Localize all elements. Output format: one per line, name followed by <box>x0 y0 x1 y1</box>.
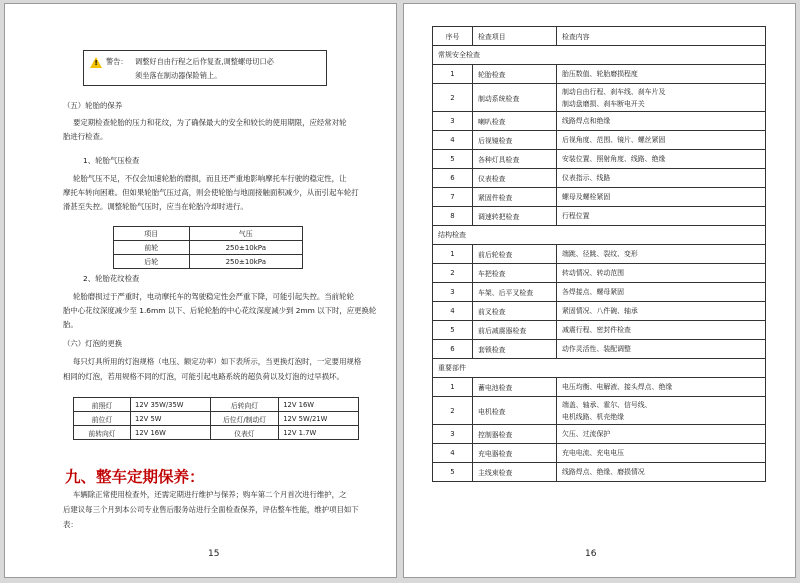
row-number: 2 <box>433 397 473 425</box>
section-row <box>433 359 766 378</box>
content-line: 电压均衡、电解液、接头焊点、绝缘 <box>562 383 673 391</box>
table-row <box>433 264 766 283</box>
left-page <box>4 3 397 578</box>
bulb-spec-table <box>73 397 359 440</box>
content-line: 线路焊点和绝缘 <box>562 117 611 125</box>
table-row <box>433 207 766 226</box>
table-header-row <box>433 27 766 46</box>
row-content <box>557 84 766 112</box>
row-number: 5 <box>433 321 473 340</box>
table-cell: 250±10kPa <box>189 241 302 255</box>
content-line: 端盖、轴承、霍尔、信号线、 <box>562 400 652 409</box>
content-line: 充电电流、充电电压 <box>562 449 625 457</box>
row-content <box>557 207 766 226</box>
table-cell: 250±10kPa <box>189 255 302 269</box>
table-cell: 12V 1.7W <box>279 426 359 440</box>
bulb-line2: 相同的灯泡，若用规格不同的灯泡，可能引起电路系统的超负荷以及灯泡的过早损坏。 <box>63 372 344 381</box>
table-row <box>74 426 359 440</box>
row-number: 2 <box>433 84 473 112</box>
row-number: 5 <box>433 463 473 482</box>
content-line: 转动情况、转动范围 <box>562 269 625 277</box>
row-item: 喇叭检查 <box>473 112 557 131</box>
section-title: 重要部件 <box>433 359 766 378</box>
content-line: 制动盘磨损、刹车断电开关 <box>562 99 645 108</box>
section-row <box>433 46 766 65</box>
row-item: 前后减震器检查 <box>473 321 557 340</box>
table-row <box>433 84 766 112</box>
table-cell: 气压 <box>189 227 302 241</box>
row-item: 车架、后平叉检查 <box>473 283 557 302</box>
table-row <box>433 131 766 150</box>
table-cell: 前轮 <box>114 241 190 255</box>
tread-heading: 2、轮胎花纹检查 <box>83 274 140 283</box>
chapter-line2: 后建议每三个月到本公司专业售后服务站进行全面检查保养，评估整车性能，维护项目如下 <box>63 505 359 514</box>
section-title: 结构检查 <box>433 226 766 245</box>
content-line: 电机线路、机壳绝缘 <box>562 412 625 421</box>
table-row <box>114 241 303 255</box>
table-cell: 前转向灯 <box>74 426 131 440</box>
row-number: 2 <box>433 264 473 283</box>
table-cell: 项目 <box>114 227 190 241</box>
row-number: 1 <box>433 378 473 397</box>
warning-triangle-icon: ! <box>90 57 102 68</box>
table-cell: 仪表灯 <box>210 426 278 440</box>
content-line: 制动自由行程、刹车线、刹车片及 <box>562 87 666 96</box>
table-cell: 后转向灯 <box>210 398 278 412</box>
row-item: 前后轮检查 <box>473 245 557 264</box>
page-number: 16 <box>585 549 597 559</box>
content-line: 仪表指示、线路 <box>562 174 611 182</box>
content-line: 行程位置 <box>562 212 590 220</box>
right-page <box>403 3 796 578</box>
row-content <box>557 264 766 283</box>
row-item: 后视镜检查 <box>473 131 557 150</box>
row-item: 蓄电池检查 <box>473 378 557 397</box>
tread-line3: 胎。 <box>63 320 78 329</box>
table-row <box>433 444 766 463</box>
table-cell: 12V 35W/35W <box>131 398 211 412</box>
warning-text-line1: 调整好自由行程之后作复查,调整螺母切口必 <box>135 57 274 66</box>
content-line: 安装位置、照射角度、线路、绝缘 <box>562 155 666 163</box>
section-row <box>433 226 766 245</box>
pressure-line2: 摩托车转向困难。但如果轮胎气压过高，则会使轮胎与地面接触面积减少，从而引起车轮打 <box>63 188 359 197</box>
content-line: 减震行程、密封件检查 <box>562 326 631 334</box>
row-content <box>557 245 766 264</box>
row-item: 车把检查 <box>473 264 557 283</box>
row-number: 6 <box>433 169 473 188</box>
bulb-line1: 每只灯具所用的灯泡规格（电压、额定功率）如下表所示，当更换灯泡时，一定要用规格 <box>73 357 362 366</box>
row-number: 1 <box>433 65 473 84</box>
row-item: 紧固件检查 <box>473 188 557 207</box>
table-row <box>114 255 303 269</box>
table-row <box>433 169 766 188</box>
warning-box <box>83 50 327 86</box>
table-row <box>433 425 766 444</box>
warning-text-line2: 须坐落在制动器保险销上。 <box>135 71 222 80</box>
chapter-line3: 表： <box>63 520 78 529</box>
tread-line1: 轮胎磨损过于严重时，电动摩托车的驾驶稳定性会严重下降，可能引起失控。当前轮轮 <box>73 292 354 301</box>
content-line: 欠压、过流保护 <box>562 430 611 438</box>
row-content <box>557 302 766 321</box>
table-row <box>433 283 766 302</box>
row-content <box>557 321 766 340</box>
row-content <box>557 340 766 359</box>
row-item: 轮胎检查 <box>473 65 557 84</box>
table-row <box>433 378 766 397</box>
row-number: 4 <box>433 444 473 463</box>
warning-label: 警告： <box>106 57 128 66</box>
tire-pressure-table <box>113 226 303 269</box>
row-content <box>557 65 766 84</box>
table-row <box>433 397 766 425</box>
table-cell: 后位灯/制动灯 <box>210 412 278 426</box>
header-content: 检查内容 <box>557 27 766 46</box>
table-row <box>433 150 766 169</box>
table-row <box>433 321 766 340</box>
table-row <box>433 188 766 207</box>
content-line: 后视角度、范围、镜片、螺丝紧固 <box>562 136 666 144</box>
row-content <box>557 169 766 188</box>
table-row <box>433 340 766 359</box>
row-content <box>557 283 766 302</box>
row-item: 制动系统检查 <box>473 84 557 112</box>
row-content <box>557 112 766 131</box>
table-cell: 12V 5W <box>131 412 211 426</box>
table-cell: 12V 5W/21W <box>279 412 359 426</box>
tire-intro-line2: 胎进行检查。 <box>63 132 108 141</box>
content-line: 紧固情况、八件碗、轴承 <box>562 307 638 315</box>
table-cell: 12V 16W <box>279 398 359 412</box>
row-number: 3 <box>433 112 473 131</box>
row-item: 调速转把检查 <box>473 207 557 226</box>
page-number: 15 <box>208 549 220 559</box>
pressure-line1: 轮胎气压不足，不仅会加速轮胎的磨损，而且还严重地影响摩托车行驶的稳定性，让 <box>73 174 347 183</box>
table-cell: 前位灯 <box>74 412 131 426</box>
content-line: 螺母及螺栓紧固 <box>562 193 611 201</box>
content-line: 线路焊点、绝缘、磨损情况 <box>562 468 645 476</box>
tread-line2: 胎中心花纹深度减少至 1.6mm 以下、后轮轮胎的中心花纹深度减少到 2mm 以下时，应更换轮 <box>63 306 377 315</box>
content-line: 动作灵活性、装配调整 <box>562 345 631 353</box>
row-item: 控制器检查 <box>473 425 557 444</box>
row-number: 3 <box>433 425 473 444</box>
table-row <box>74 398 359 412</box>
chapter-title: 九、整车定期保养： <box>65 468 205 486</box>
table-row <box>433 463 766 482</box>
chapter-line1: 车辆除正常使用检查外，还需定期进行维护与保养；购车第二个月首次进行维护，之 <box>73 490 347 499</box>
row-item: 电机检查 <box>473 397 557 425</box>
row-content <box>557 131 766 150</box>
row-content <box>557 378 766 397</box>
table-row <box>433 302 766 321</box>
row-number: 5 <box>433 150 473 169</box>
row-number: 6 <box>433 340 473 359</box>
content-line: 端跳、径跳、裂纹、变形 <box>562 250 638 258</box>
pressure-line3: 滑甚至失控。调整轮胎气压时，应当在轮胎冷却时进行。 <box>63 202 248 211</box>
row-number: 8 <box>433 207 473 226</box>
row-content <box>557 425 766 444</box>
row-item: 前叉检查 <box>473 302 557 321</box>
row-item: 充电器检查 <box>473 444 557 463</box>
content-line: 胎压数值、轮胎磨损程度 <box>562 70 638 78</box>
row-item: 仪表检查 <box>473 169 557 188</box>
row-content <box>557 444 766 463</box>
row-number: 4 <box>433 131 473 150</box>
table-row <box>433 245 766 264</box>
row-content <box>557 463 766 482</box>
table-cell: 12V 16W <box>131 426 211 440</box>
header-item: 检查项目 <box>473 27 557 46</box>
row-item: 主线束检查 <box>473 463 557 482</box>
row-number: 7 <box>433 188 473 207</box>
row-content <box>557 150 766 169</box>
row-item: 套锁检查 <box>473 340 557 359</box>
table-cell: 前照灯 <box>74 398 131 412</box>
pressure-heading: 1、轮胎气压检查 <box>83 156 140 165</box>
header-no: 序号 <box>433 27 473 46</box>
tire-section-heading: （五）轮胎的保养 <box>63 101 123 110</box>
bulb-section-heading: （六）灯泡的更换 <box>63 339 123 348</box>
table-cell: 后轮 <box>114 255 190 269</box>
table-row <box>74 412 359 426</box>
table-row <box>433 112 766 131</box>
row-number: 3 <box>433 283 473 302</box>
table-row <box>433 65 766 84</box>
tire-intro-line1: 要定期检查轮胎的压力和花纹，为了确保最大的安全和较长的使用期限，应经常对轮 <box>73 118 347 127</box>
row-content <box>557 188 766 207</box>
row-number: 4 <box>433 302 473 321</box>
section-title: 常规安全检查 <box>433 46 766 65</box>
content-line: 各焊接点、螺母紧固 <box>562 288 625 296</box>
maintenance-table <box>432 26 766 482</box>
row-content <box>557 397 766 425</box>
row-number: 1 <box>433 245 473 264</box>
row-item: 各种灯具检查 <box>473 150 557 169</box>
